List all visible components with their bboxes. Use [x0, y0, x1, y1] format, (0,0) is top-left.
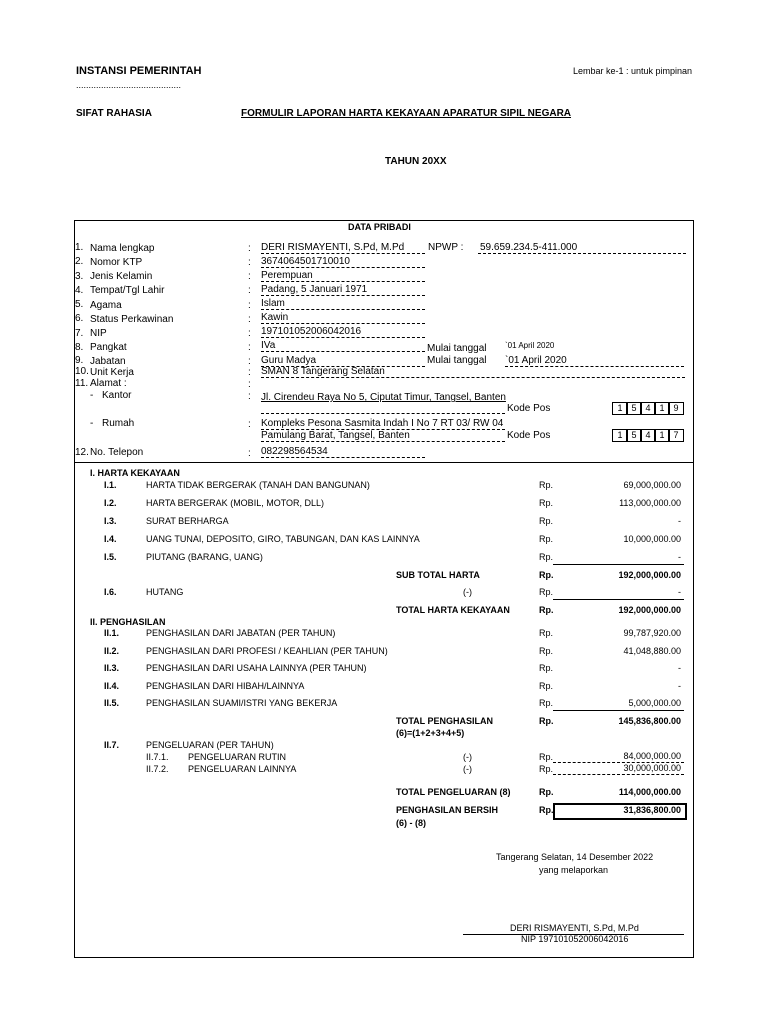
- value-jabatan: Guru Madya: [261, 355, 425, 367]
- colon: :: [248, 367, 251, 378]
- penghasilan-bersih-label: PENGHASILAN BERSIH: [396, 805, 499, 815]
- pengeluaran-sub-label: PENGELUARAN RUTIN: [188, 752, 287, 762]
- row-num: 2.: [75, 256, 84, 267]
- value-nip: 197101052006042016: [261, 326, 425, 338]
- label-kelamin: Jenis Kelamin: [90, 271, 153, 282]
- colon: :: [248, 448, 251, 459]
- colon: :: [248, 257, 251, 268]
- value-ktp: 3674064501710010: [261, 256, 425, 268]
- colon: :: [248, 243, 251, 254]
- value-npwp: 59.659.234.5-411.000: [478, 242, 686, 254]
- rp-label: Rp.: [539, 787, 554, 797]
- total-harta-value: 192,000,000.00: [618, 605, 681, 615]
- sum-line: [553, 774, 684, 775]
- harta-code: I.1.: [104, 480, 117, 490]
- row-num: 6.: [75, 313, 84, 324]
- kodepos-digit: 7: [668, 429, 684, 442]
- label-nama: Nama lengkap: [90, 243, 155, 254]
- rp-label: Rp.: [539, 698, 554, 708]
- value-telepon: 082298564534: [261, 446, 425, 458]
- total-harta-label: TOTAL HARTA KEKAYAAN: [396, 605, 510, 615]
- row-num: 7.: [75, 328, 84, 339]
- penghasilan-label: PENGHASILAN SUAMI/ISTRI YANG BEKERJA: [146, 698, 338, 708]
- value-mulai-jabatan: `01 April 2020: [505, 355, 684, 367]
- value-nama: DERI RISMAYENTI, S.Pd, M.Pd: [261, 242, 425, 254]
- value-kantor: Jl. Cirendeu Raya No 5, Ciputat Timur, Tangsel, Banten: [261, 392, 506, 403]
- penghasilan-value: 41,048,880.00: [623, 646, 681, 656]
- harta-label: PIUTANG (BARANG, UANG): [146, 552, 263, 562]
- label-alamat: Alamat :: [90, 378, 127, 389]
- signer-nip: NIP 197101052006042016: [521, 934, 629, 944]
- minus-sign: (-): [463, 587, 472, 597]
- label-kodepos-rumah: Kode Pos: [507, 430, 551, 441]
- row-num: 8.: [75, 342, 84, 353]
- harta-code: I.2.: [104, 498, 117, 508]
- total-pengeluaran-value: 114,000,000.00: [618, 787, 681, 797]
- penghasilan-code: II.1.: [104, 628, 120, 638]
- signer-name: DERI RISMAYENTI, S.Pd, M.Pd: [510, 923, 639, 933]
- rumah-dash: -: [90, 418, 94, 429]
- harta-value: 69,000,000.00: [623, 480, 681, 490]
- data-pribadi-title: DATA PRIBADI: [348, 222, 411, 232]
- colon: :: [248, 419, 251, 430]
- pengeluaran-sub-code: II.7.2.: [146, 764, 169, 774]
- harta-value: 10,000,000.00: [623, 534, 681, 544]
- lembar-note: Lembar ke-1 : untuk pimpinan: [573, 66, 693, 76]
- label-pangkat: Pangkat: [90, 342, 127, 353]
- colon: :: [248, 391, 251, 402]
- value-unit: SMAN 8 Tangerang Selatan: [261, 366, 685, 378]
- rp-label: Rp.: [539, 570, 554, 580]
- penghasilan-label: PENGHASILAN DARI PROFESI / KEAHLIAN (PER TAHUN): [146, 646, 388, 656]
- value-kawin: Kawin: [261, 312, 425, 324]
- kantor-line: [261, 413, 505, 414]
- rp-label: Rp.: [539, 752, 554, 762]
- minus-sign: (-): [463, 764, 472, 774]
- rp-label: Rp.: [539, 605, 554, 615]
- sifat-label: SIFAT RAHASIA: [76, 108, 152, 119]
- penghasilan-code: II.5.: [104, 698, 120, 708]
- kodepos-rumah-boxes: [612, 429, 686, 442]
- rp-label: Rp.: [539, 764, 554, 774]
- label-nip: NIP: [90, 328, 107, 339]
- colon: :: [248, 285, 251, 296]
- row-num: 5.: [75, 299, 84, 310]
- harta-code: I.5.: [104, 552, 117, 562]
- harta-title: I. HARTA KEKAYAAN: [90, 468, 180, 478]
- row-num: 3.: [75, 271, 84, 282]
- pengeluaran-sub-value: 84,000,000.00: [623, 751, 681, 761]
- yang-melaporkan: yang melaporkan: [539, 865, 609, 875]
- penghasilan-code: II.2.: [104, 646, 120, 656]
- total-penghasilan-label: TOTAL PENGHASILAN: [396, 716, 494, 726]
- label-mulai-pangkat: Mulai tanggal: [427, 343, 487, 354]
- sum-line: [553, 599, 684, 600]
- penghasilan-title: II. PENGHASILAN: [90, 617, 166, 627]
- rp-label: Rp.: [539, 498, 554, 508]
- rp-label: Rp.: [539, 552, 554, 562]
- colon: :: [248, 300, 251, 311]
- penghasilan-value: -: [678, 681, 681, 691]
- instansi-title: INSTANSI PEMERINTAH: [76, 65, 202, 77]
- rp-label: Rp.: [539, 681, 554, 691]
- harta-code: I.3.: [104, 516, 117, 526]
- rp-label: Rp.: [539, 663, 554, 673]
- colon: :: [248, 314, 251, 325]
- penghasilan-bersih-formula: (6) - (8): [396, 818, 426, 828]
- hutang-code: I.6.: [104, 587, 117, 597]
- kodepos-digit: 1: [654, 402, 670, 415]
- label-mulai-jabatan: Mulai tanggal: [427, 355, 487, 366]
- sum-line: [553, 710, 684, 711]
- value-pangkat: IVa: [261, 340, 425, 352]
- subtotal-label: SUB TOTAL HARTA: [396, 570, 480, 580]
- label-unit: Unit Kerja: [90, 367, 134, 378]
- row-num: 9.: [75, 355, 84, 366]
- penghasilan-code: II.3.: [104, 663, 120, 673]
- row-num: 12.: [75, 447, 89, 458]
- penghasilan-value: 99,787,920.00: [623, 628, 681, 638]
- total-penghasilan-formula: (6)=(1+2+3+4+5): [396, 728, 465, 738]
- harta-value: -: [678, 516, 681, 526]
- harta-label: HARTA BERGERAK (MOBIL, MOTOR, DLL): [146, 498, 325, 508]
- colon: :: [248, 342, 251, 353]
- value-kelamin: Perempuan: [261, 270, 425, 282]
- section-divider: [74, 462, 694, 463]
- rp-label: Rp.: [539, 805, 554, 815]
- harta-label: UANG TUNAI, DEPOSITO, GIRO, TABUNGAN, DAN KAS LAINNYA: [146, 534, 420, 544]
- kodepos-digit: 1: [612, 429, 628, 442]
- label-npwp: NPWP :: [428, 242, 464, 253]
- penghasilan-label: PENGHASILAN DARI USAHA LAINNYA (PER TAHUN): [146, 663, 367, 673]
- value-mulai-pangkat: `01 April 2020: [505, 341, 555, 350]
- rp-label: Rp.: [539, 646, 554, 656]
- penghasilan-bersih-value: 31,836,800.00: [623, 805, 681, 815]
- kodepos-digit: 1: [654, 429, 670, 442]
- penghasilan-bersih-box: [553, 803, 687, 820]
- kodepos-kantor-boxes: [612, 402, 686, 415]
- hutang-label: HUTANG: [146, 587, 184, 597]
- colon: :: [248, 379, 251, 390]
- kantor-dash: -: [90, 390, 94, 401]
- form-title: FORMULIR LAPORAN HARTA KEKAYAAN APARATUR SIPIL NEGARA: [241, 108, 572, 119]
- kodepos-digit: 4: [640, 402, 656, 415]
- pengeluaran-sub-code: II.7.1.: [146, 752, 169, 762]
- row-num: 11.: [75, 378, 89, 389]
- penghasilan-value: -: [678, 663, 681, 673]
- label-telepon: No. Telepon: [90, 447, 144, 458]
- penghasilan-label: PENGHASILAN DARI JABATAN (PER TAHUN): [146, 628, 336, 638]
- label-agama: Agama: [90, 300, 122, 311]
- colon: :: [248, 356, 251, 367]
- rp-label: Rp.: [539, 716, 554, 726]
- label-kawin: Status Perkawinan: [90, 314, 174, 325]
- rp-label: Rp.: [539, 628, 554, 638]
- instansi-dots: ..........................................: [76, 80, 182, 90]
- kodepos-digit: 9: [668, 402, 684, 415]
- label-rumah: Rumah: [102, 418, 135, 429]
- pengeluaran-sub-value: 30,000,000.00: [623, 763, 681, 773]
- value-rumah-1: Kompleks Pesona Sasmita Indah I No 7 RT 03/ RW 04: [261, 418, 504, 429]
- kodepos-digit: 1: [612, 402, 628, 415]
- pengeluaran-code: II.7.: [104, 740, 120, 750]
- pengeluaran-label: PENGELUARAN (PER TAHUN): [146, 740, 274, 750]
- pengeluaran-sub-label: PENGELUARAN LAINNYA: [188, 764, 297, 774]
- total-penghasilan-value: 145,836,800.00: [618, 716, 681, 726]
- colon: :: [248, 271, 251, 282]
- penghasilan-code: II.4.: [104, 681, 120, 691]
- kodepos-digit: 5: [626, 429, 642, 442]
- row-num: 4.: [75, 285, 84, 296]
- value-ttl: Padang, 5 Januari 1971: [261, 284, 425, 296]
- harta-label: HARTA TIDAK BERGERAK (TANAH DAN BANGUNAN): [146, 480, 370, 490]
- subtotal-value: 192,000,000.00: [618, 570, 681, 580]
- value-agama: Islam: [261, 298, 425, 310]
- label-jabatan: Jabatan: [90, 356, 126, 367]
- kodepos-digit: 5: [626, 402, 642, 415]
- place-date: Tangerang Selatan, 14 Desember 2022: [496, 852, 654, 862]
- harta-value: 113,000,000.00: [619, 498, 681, 508]
- total-pengeluaran-label: TOTAL PENGELUARAN (8): [396, 787, 511, 797]
- label-kantor: Kantor: [102, 390, 132, 401]
- rp-label: Rp.: [539, 516, 554, 526]
- tahun-label: TAHUN 20XX: [385, 156, 447, 167]
- harta-value: -: [678, 552, 681, 562]
- harta-label: SURAT BERHARGA: [146, 516, 229, 526]
- minus-sign: (-): [463, 752, 472, 762]
- penghasilan-label: PENGHASILAN DARI HIBAH/LAINNYA: [146, 681, 305, 691]
- row-num: 1.: [75, 242, 84, 253]
- label-ttl: Tempat/Tgl Lahir: [90, 285, 165, 296]
- colon: :: [248, 328, 251, 339]
- harta-code: I.4.: [104, 534, 117, 544]
- row-num: 10.: [75, 366, 89, 377]
- kodepos-digit: 4: [640, 429, 656, 442]
- value-rumah-2: Pamulang Barat, Tangsel, Banten: [261, 430, 505, 442]
- rp-label: Rp.: [539, 587, 554, 597]
- label-kodepos-kantor: Kode Pos: [507, 403, 551, 414]
- hutang-value: -: [678, 587, 681, 597]
- rp-label: Rp.: [539, 534, 554, 544]
- penghasilan-value: 5,000,000.00: [628, 698, 681, 708]
- rp-label: Rp.: [539, 480, 554, 490]
- sum-line: [553, 564, 684, 565]
- label-ktp: Nomor KTP: [90, 257, 143, 268]
